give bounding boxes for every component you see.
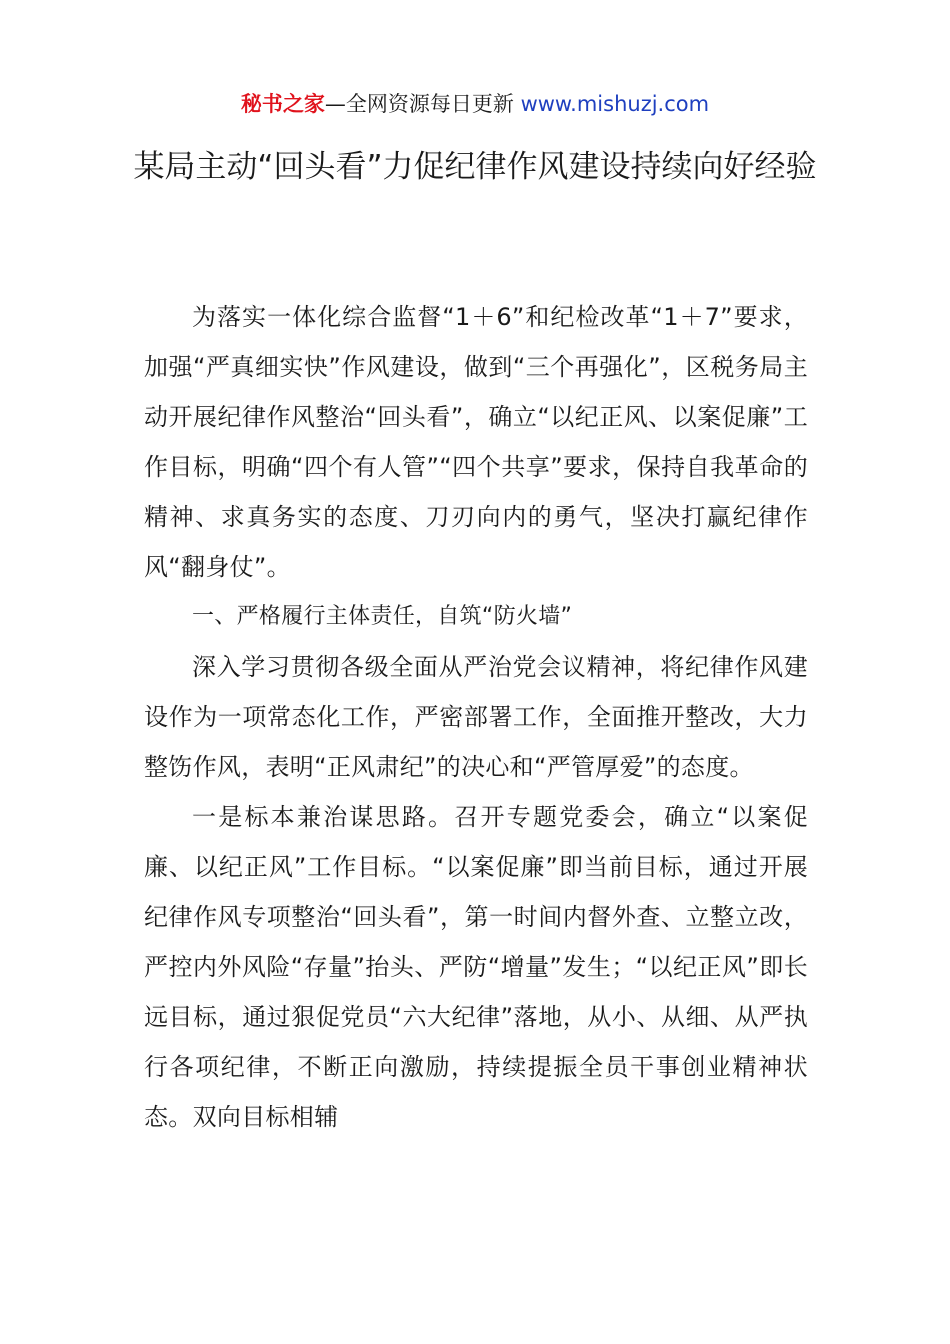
paragraph-section-1: 深入学习贯彻各级全面从严治党会议精神，将纪律作风建设作为一项常态化工作，严密部署工作，全面推开整改，大力整饬作风，表明“正风肃纪”的决心和“严管厚爱”的态度。 [144, 653, 808, 781]
header-dash: — [324, 92, 346, 116]
document-title: 某局主动“回头看”力促纪律作风建设持续向好经验 [133, 149, 817, 185]
paragraph-intro: 为落实一体化综合监督“1＋6”和纪检改革“1＋7”要求，加强“严真细实快”作风建设，做到“三个再强化”，区税务局主动开展纪律作风整治“回头看”，确立“以纪正风、以案促廉”工作目标，明确“四个有人管”“四个共享”要求，保持自我革命的精神、求真务实的态度、刀刃向内的勇气，坚决打赢纪律作风“翻身仗”。 [144, 303, 808, 581]
header-slogan: 全网资源每日更新 [345, 92, 521, 116]
site-url-link[interactable]: www.mishuzj.com [520, 92, 710, 116]
site-header [0, 88, 950, 120]
brand-name: 秘书之家 [240, 92, 325, 116]
section-heading-1: 一、严格履行主体责任，自筑“防火墙” [192, 604, 573, 629]
document-body [144, 292, 808, 1142]
paragraph-point-1: 一是标本兼治谋思路。召开专题党委会，确立“以案促廉、以纪正风”工作目标。“以案促廉”即当前目标，通过开展纪律作风专项整治“回头看”，第一时间内督外查、立整立改，严控内外风险“存量”抬头、严防“增量”发生；“以纪正风”即长远目标，通过狠促党员“六大纪律”落地，从小、从细、从严执行各项纪律，不断正向激励，持续提振全员干事创业精神状态。双向目标相辅 [144, 803, 808, 1131]
